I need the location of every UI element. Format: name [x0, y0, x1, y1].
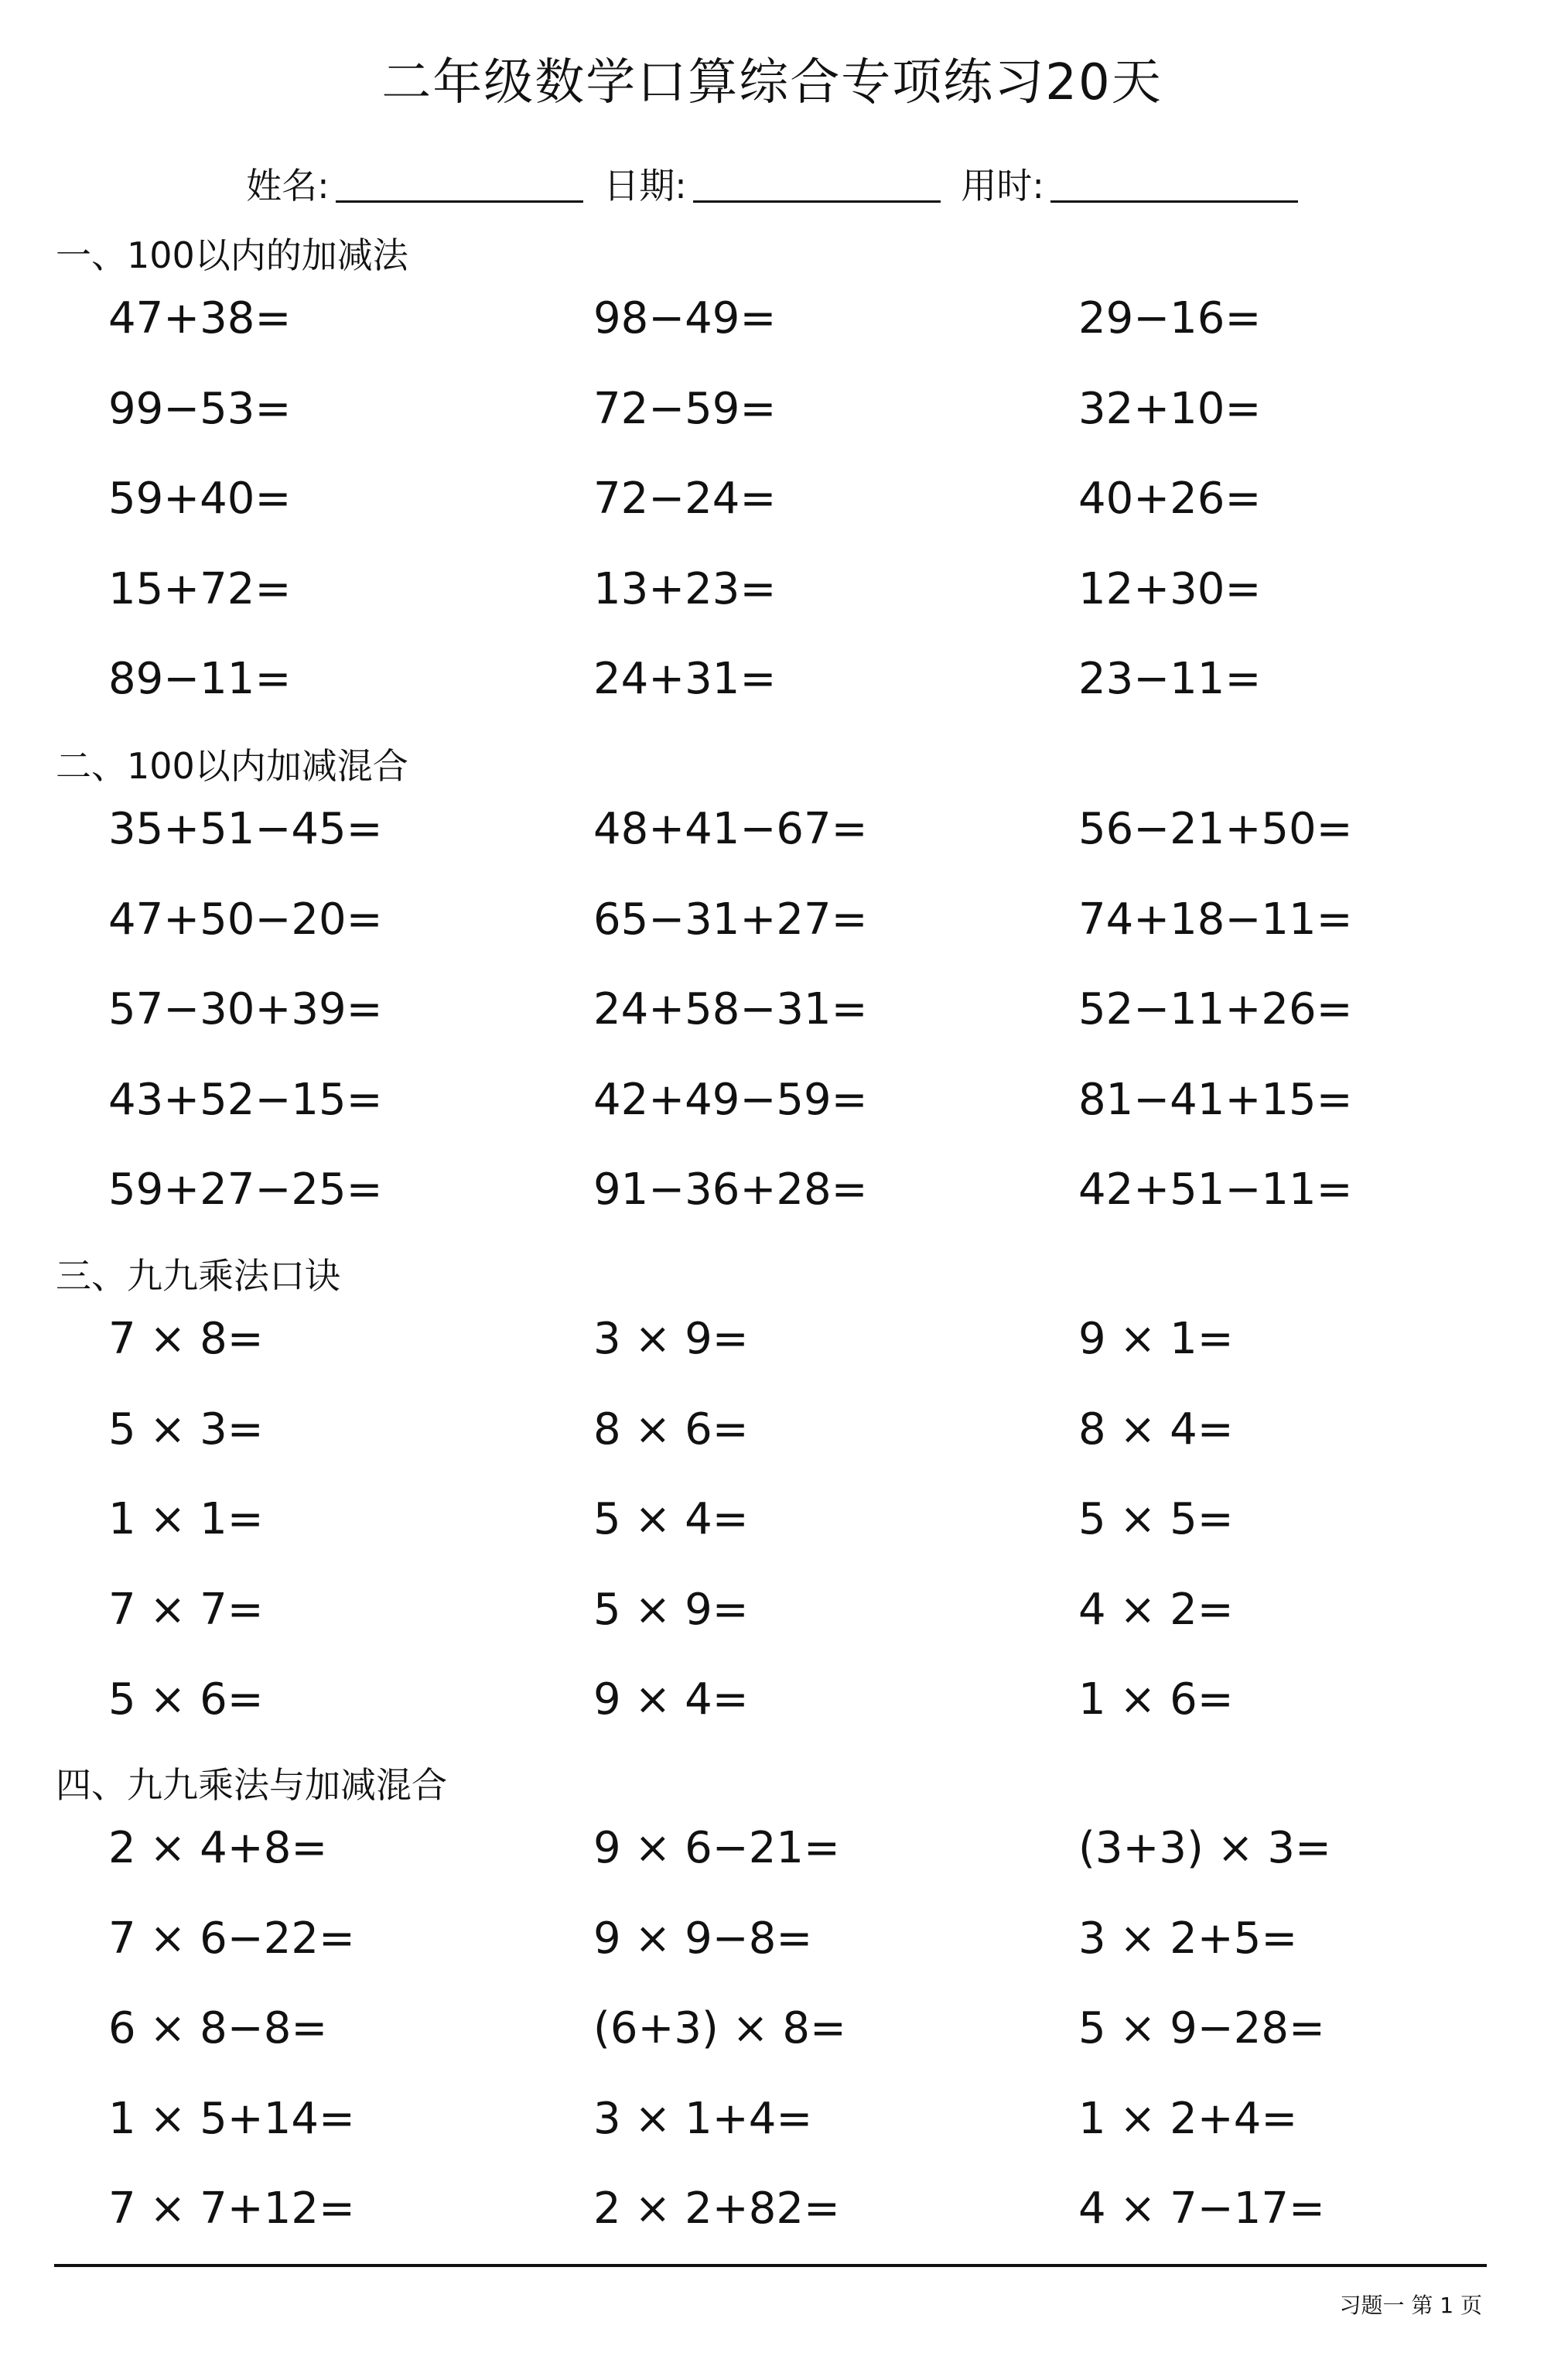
question-item: 59+40=: [108, 474, 292, 524]
question-item: 3 × 1+4=: [593, 2093, 813, 2144]
question-item: 12+30=: [1078, 563, 1262, 614]
question-item: 40+26=: [1078, 474, 1262, 524]
question-item: 52−11+26=: [1078, 984, 1353, 1034]
question-item: 89−11=: [108, 654, 292, 704]
question-item: 81−41+15=: [1078, 1074, 1353, 1125]
question-item: 47+38=: [108, 293, 292, 344]
question-item: 24+31=: [593, 654, 777, 704]
section-title: 三、九九乘法口诀: [56, 1255, 340, 1297]
section-title: 二、100以内加减混合: [56, 745, 408, 787]
question-item: 65−31+27=: [593, 894, 868, 945]
question-item: 8 × 4=: [1078, 1404, 1234, 1455]
question-item: 32+10=: [1078, 383, 1262, 434]
question-item: 24+58−31=: [593, 984, 868, 1034]
date-field: [603, 153, 941, 218]
question-item: 3 × 2+5=: [1078, 1913, 1298, 1964]
question-item: 9 × 1=: [1078, 1314, 1234, 1364]
question-grid: [108, 1294, 1544, 1746]
question-item: 7 × 8=: [108, 1314, 264, 1364]
question-item: 5 × 6=: [108, 1674, 264, 1725]
name-blank: [336, 200, 583, 203]
question-item: 29−16=: [1078, 293, 1262, 344]
question-item: 9 × 4=: [593, 1674, 749, 1725]
name-label: 姓名:: [246, 165, 330, 207]
time-label: 用时:: [961, 165, 1044, 207]
question-item: 72−24=: [593, 474, 777, 524]
question-item: 7 × 7=: [108, 1584, 264, 1635]
question-item: 42+51−11=: [1078, 1164, 1353, 1215]
question-item: 1 × 1=: [108, 1494, 264, 1544]
question-item: 43+52−15=: [108, 1074, 383, 1125]
question-item: 1 × 6=: [1078, 1674, 1234, 1725]
question-item: 91−36+28=: [593, 1164, 868, 1215]
question-item: 56−21+50=: [1078, 804, 1353, 854]
question-grid: [108, 785, 1544, 1236]
question-item: 72−59=: [593, 383, 777, 434]
question-item: 57−30+39=: [108, 984, 383, 1034]
page-title: 二年级数学口算综合专项练习20天: [381, 54, 1163, 111]
question-item: 74+18−11=: [1078, 894, 1353, 945]
question-item: 5 × 3=: [108, 1404, 264, 1455]
question-item: 2 × 2+82=: [593, 2183, 840, 2234]
question-item: 1 × 2+4=: [1078, 2093, 1298, 2144]
question-item: 99−53=: [108, 383, 292, 434]
question-item: (3+3) × 3=: [1078, 1823, 1331, 1873]
question-item: 5 × 9−28=: [1078, 2003, 1325, 2053]
date-blank: [693, 200, 941, 203]
question-item: 59+27−25=: [108, 1164, 383, 1215]
question-item: 1 × 5+14=: [108, 2093, 355, 2144]
question-item: 15+72=: [108, 563, 292, 614]
question-item: 4 × 2=: [1078, 1584, 1234, 1635]
question-item: 98−49=: [593, 293, 777, 344]
question-item: 8 × 6=: [593, 1404, 749, 1455]
question-grid: [108, 1804, 1544, 2255]
question-item: (6+3) × 8=: [593, 2003, 846, 2053]
question-item: 23−11=: [1078, 654, 1262, 704]
question-item: 6 × 8−8=: [108, 2003, 328, 2053]
name-field: [246, 153, 583, 218]
time-blank: [1050, 200, 1298, 203]
question-item: 42+49−59=: [593, 1074, 868, 1125]
question-item: 7 × 7+12=: [108, 2183, 355, 2234]
question-item: 35+51−45=: [108, 804, 383, 854]
student-info-row: [0, 153, 1544, 218]
page-footer: 习题一 第 1 页: [1339, 2293, 1482, 2318]
question-item: 5 × 5=: [1078, 1494, 1234, 1544]
question-item: 47+50−20=: [108, 894, 383, 945]
question-item: 13+23=: [593, 563, 777, 614]
footer-divider: [54, 2264, 1487, 2267]
time-field: [961, 153, 1298, 218]
question-item: 9 × 6−21=: [593, 1823, 840, 1873]
question-item: 5 × 9=: [593, 1584, 749, 1635]
question-item: 48+41−67=: [593, 804, 868, 854]
question-item: 4 × 7−17=: [1078, 2183, 1325, 2234]
question-grid: [108, 274, 1544, 725]
question-item: 5 × 4=: [593, 1494, 749, 1544]
section-title: 一、100以内的加减法: [56, 234, 408, 276]
question-item: 7 × 6−22=: [108, 1913, 355, 1964]
question-item: 2 × 4+8=: [108, 1823, 328, 1873]
question-item: 9 × 9−8=: [593, 1913, 813, 1964]
date-label: 日期:: [603, 165, 687, 207]
question-item: 3 × 9=: [593, 1314, 749, 1364]
section-title: 四、九九乘法与加减混合: [56, 1764, 447, 1806]
